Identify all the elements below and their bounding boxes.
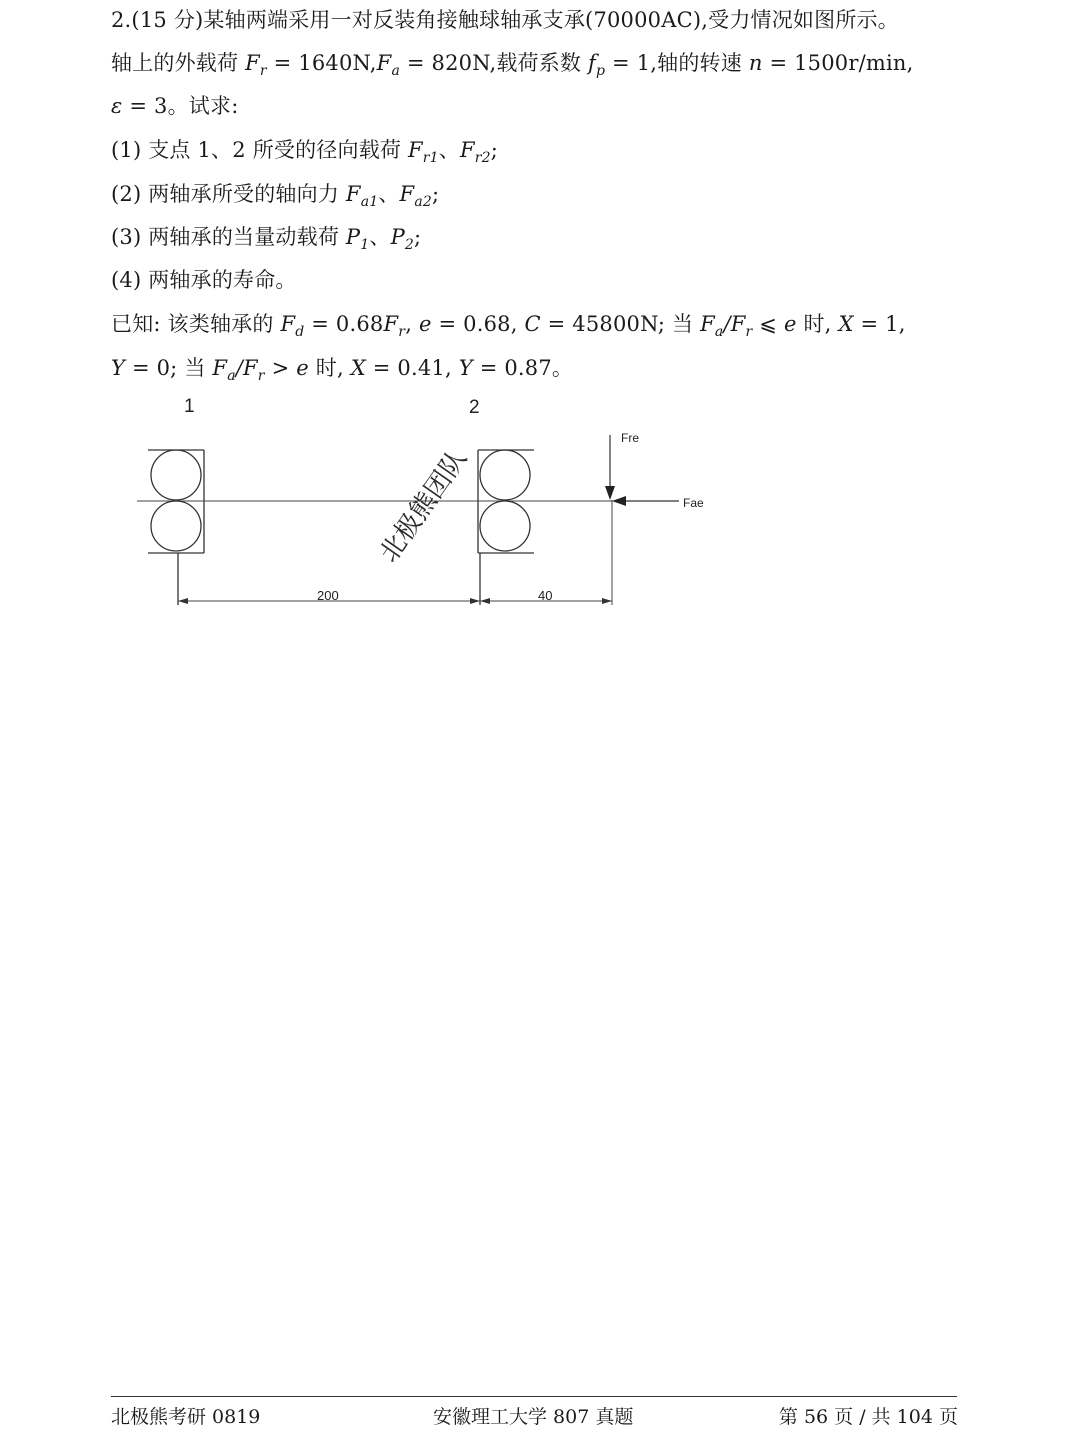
bearing-1 bbox=[148, 450, 204, 605]
bearing-2 bbox=[478, 450, 534, 605]
axial-force-label: Fae bbox=[683, 496, 704, 510]
bearing-shaft-diagram bbox=[0, 390, 1080, 650]
question-1: (1) 支点 1、2 所受的径向载荷 $F_{r1}$、$F_{r2}$; bbox=[111, 138, 499, 166]
footer-center: 安徽理工大学 807 真题 bbox=[433, 1406, 634, 1428]
question-2: (2) 两轴承所受的轴向力 $F_{a1}$、$F_{a2}$; bbox=[111, 182, 440, 210]
known-conditions-line-2: Y = 0; 当 $F_a/F_r > e$ 时, X = 0.41, Y = 0.87。 bbox=[111, 356, 574, 384]
dimension-200-label: 200 bbox=[317, 588, 339, 603]
watermark-text: 北极熊团队 bbox=[373, 443, 473, 568]
bearing-2-label: 2 bbox=[469, 397, 480, 418]
problem-line-2: 轴上的外载荷 $F_r = 1640N,F_a = 820N$,载荷系数 $f_p = 1$,轴的转速 n = 1500r/min, bbox=[111, 51, 914, 79]
footer-left: 北极熊考研 0819 bbox=[111, 1406, 261, 1428]
problem-line-1: 2.(15 分)某轴两端采用一对反装角接触球轴承支承(70000AC),受力情况如图所示。 bbox=[111, 8, 899, 32]
radial-force-label: Fre bbox=[621, 431, 639, 445]
known-conditions-line-1: 已知: 该类轴承的 $F_d = 0.68F_r$, e = 0.68, C = 45800N; 当 $F_a/F_r$ ⩽ e 时, X = 1, bbox=[111, 312, 906, 340]
problem-line-3: ε = 3。试求: bbox=[111, 94, 239, 118]
footer-page-number: 第 56 页 / 共 104 页 bbox=[778, 1406, 958, 1428]
bearing-1-label: 1 bbox=[184, 396, 195, 417]
question-3: (3) 两轴承的当量动载荷 $P_1$、$P_2$; bbox=[111, 225, 422, 253]
dimension-40-label: 40 bbox=[538, 588, 553, 603]
footer-divider bbox=[111, 1396, 957, 1397]
question-4: (4) 两轴承的寿命。 bbox=[111, 268, 297, 292]
axial-force-arrow bbox=[612, 496, 679, 506]
radial-force-arrow bbox=[605, 435, 615, 500]
